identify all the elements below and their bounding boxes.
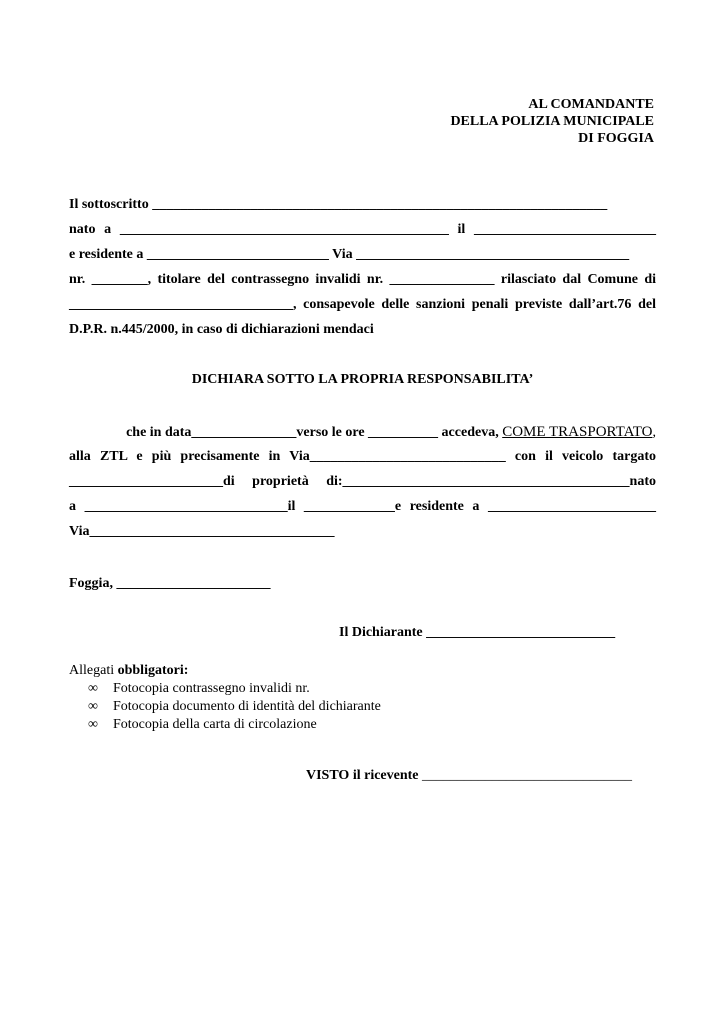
attachments-list <box>88 680 381 734</box>
list-item: ∞ Fotocopia contrassegno invalidi nr. <box>88 681 310 696</box>
permit-number-field: _______________ <box>389 272 495 287</box>
visto-block <box>306 767 632 785</box>
signature-block <box>339 624 615 642</box>
recipient-block <box>450 96 654 147</box>
intro-line-2 <box>69 221 656 239</box>
declaration-line-2: alla ZTL e più precisamente in Via____________________________ con il veicolo targato <box>69 449 656 464</box>
intro-line-3 <box>69 246 656 264</box>
residence-field: e residente a __________________________ <box>69 247 329 262</box>
signature-label: Il Dichiarante <box>339 625 423 640</box>
recipient-line-2: DELLA POLIZIA MUNICIPALE <box>450 114 654 129</box>
declaration-line-4: a _____________________________il _____________e residente a ________________________ <box>69 499 656 514</box>
recipient-line-1: AL COMANDANTE <box>528 97 654 112</box>
declaration-heading: DICHIARA SOTTO LA PROPRIA RESPONSABILITA’ <box>191 372 534 387</box>
place-date-field: Foggia, ______________________ <box>69 576 271 591</box>
intro-line-5: ________________________________, consapevole delle sanzioni penali previste dall’art.76 del <box>69 297 656 312</box>
intro-line-4 <box>69 271 656 289</box>
recipient-line-3: DI FOGGIA <box>578 131 654 146</box>
birthplace-field: nato a _______________________________________________ <box>69 222 449 237</box>
signature-line: ___________________________ <box>426 625 616 640</box>
visto-label: VISTO il ricevente <box>306 768 419 783</box>
infinity-bullet-icon: ∞ <box>88 717 98 732</box>
visto-line: ______________________________ <box>422 768 633 783</box>
list-item: ∞ Fotocopia della carta di circolazione <box>88 717 317 732</box>
street-field: Via _______________________________________ <box>332 247 630 262</box>
intro-line-6: D.P.R. n.445/2000, in caso di dichiarazioni mendaci <box>69 322 374 337</box>
list-item: ∞ Fotocopia documento di identità del dichiarante <box>88 699 381 714</box>
infinity-bullet-icon: ∞ <box>88 681 98 696</box>
house-number-field: nr. ________, <box>69 272 152 287</box>
birthdate-field: il __________________________ <box>457 222 657 237</box>
intro-line-1: Il sottoscritto _________________________________________________________________ <box>69 197 608 212</box>
declaration-line-5: Via___________________________________ <box>69 524 335 539</box>
transported-label: COME TRASPORTATO <box>502 424 653 440</box>
comma: , <box>652 425 656 440</box>
attachments-label: Allegati obbligatori: <box>69 663 189 678</box>
issued-by-text: rilasciato dal Comune di <box>500 272 657 287</box>
permit-holder-text: titolare del contrassegno invalidi nr. <box>157 272 384 287</box>
declaration-line-1 <box>69 423 656 442</box>
declaration-line-3: ______________________di proprietà di:_________________________________________nato <box>69 474 656 489</box>
infinity-bullet-icon: ∞ <box>88 699 98 714</box>
date-time-fields: che in data_______________verso le ore __________ accedeva, <box>126 425 499 440</box>
